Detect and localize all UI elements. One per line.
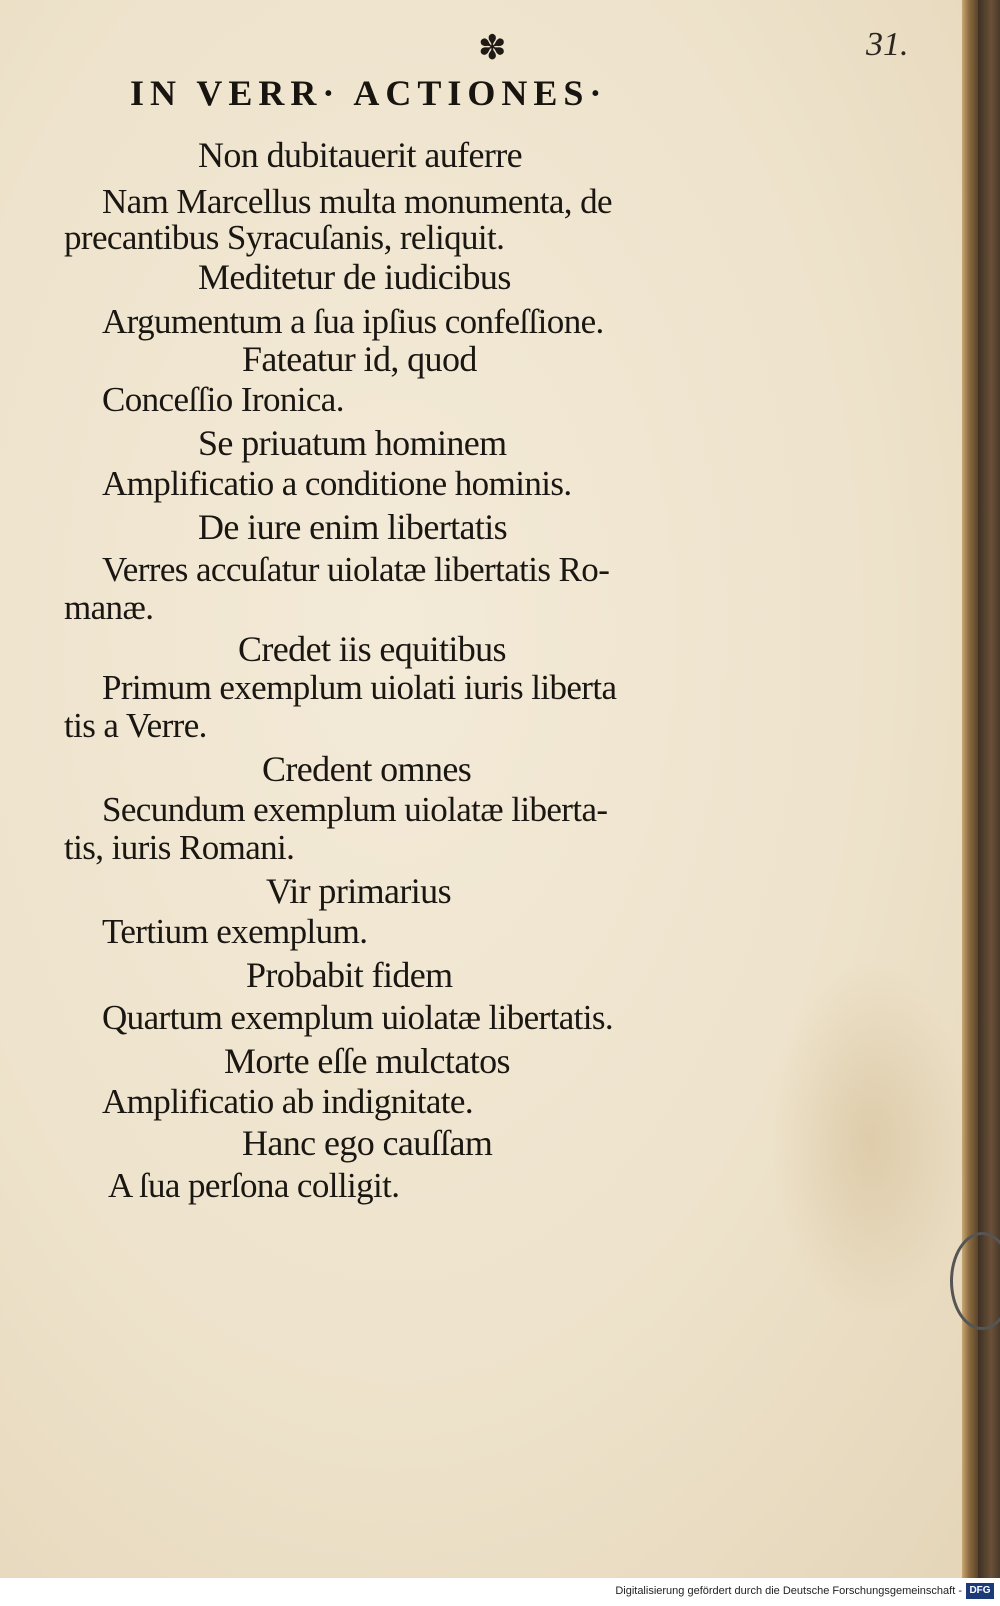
page-edge bbox=[962, 0, 978, 1578]
lemma-line: Probabit fidem bbox=[246, 955, 453, 995]
lemma-line: Fateatur id, quod bbox=[242, 339, 477, 379]
note-line: Primum exemplum uiolati iuris liberta bbox=[102, 668, 617, 707]
note-line: Nam Marcellus multa monumenta, de bbox=[102, 182, 612, 221]
lemma-line: Credent omnes bbox=[262, 749, 472, 789]
note-line: tis, iuris Romani. bbox=[64, 828, 295, 867]
lemma-line: Hanc ego cauſſam bbox=[242, 1123, 493, 1163]
note-line: A ſua perſona colligit. bbox=[108, 1166, 400, 1205]
running-head: IN VERR· ACTIONES· bbox=[130, 73, 608, 113]
lemma-line: Se priuatum hominem bbox=[198, 423, 507, 463]
note-line: Amplificatio a conditione hominis. bbox=[102, 464, 572, 503]
note-line: Secundum exemplum uiolatæ liberta- bbox=[102, 790, 608, 829]
note-line: Quartum exemplum uiolatæ libertatis. bbox=[102, 998, 614, 1037]
note-line: Argumentum a ſua ipſius confeſſione. bbox=[102, 302, 604, 341]
lemma-line: De iure enim libertatis bbox=[198, 507, 508, 547]
footer-credit: Digitalisierung gefördert durch die Deutsche Forschungsgemeinschaft - bbox=[615, 1585, 962, 1597]
note-line: Verres accuſatur uiolatæ libertatis Ro- bbox=[102, 550, 610, 589]
note-line: tis a Verre. bbox=[64, 706, 207, 745]
dfg-logo-icon: DFG bbox=[966, 1583, 994, 1599]
lemma-line: Morte eſſe mulctatos bbox=[224, 1041, 510, 1081]
lemma-line: Vir primarius bbox=[266, 871, 451, 911]
note-line: manæ. bbox=[64, 588, 154, 627]
note-line: Tertium exemplum. bbox=[102, 912, 368, 951]
lemma-line: Credet iis equitibus bbox=[238, 629, 506, 669]
lemma-line: Meditetur de iudicibus bbox=[198, 257, 511, 297]
water-stain bbox=[770, 960, 970, 1320]
note-line: precantibus Syracuſanis, reliquit. bbox=[64, 218, 505, 257]
note-line: Amplificatio ab indignitate. bbox=[102, 1082, 474, 1121]
footer-bar bbox=[0, 1578, 1000, 1606]
star-ornament-icon: ✽ bbox=[478, 30, 507, 67]
note-line: Conceſſio Ironica. bbox=[102, 380, 344, 419]
lemma-line: Non dubitauerit auferre bbox=[198, 135, 523, 175]
book-spine bbox=[978, 0, 1000, 1578]
page-number: 31. bbox=[866, 26, 909, 63]
